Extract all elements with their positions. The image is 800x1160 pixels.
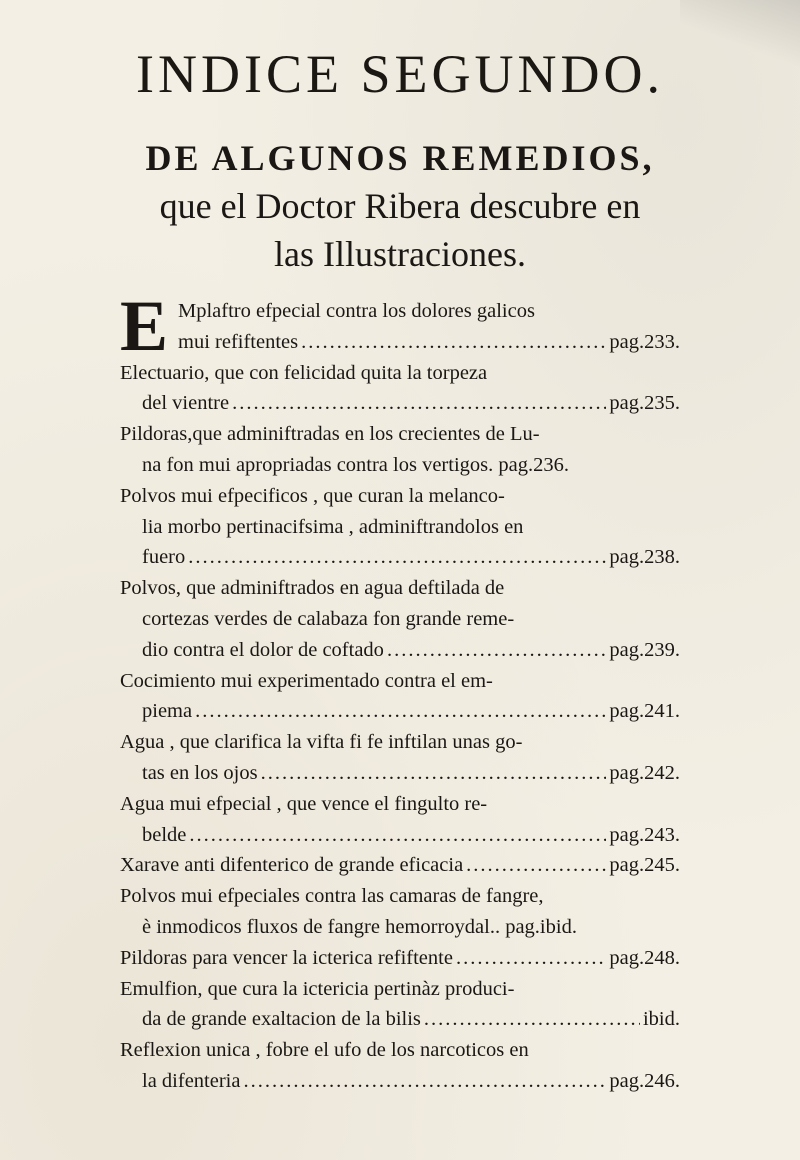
index-entry-line (120, 881, 680, 912)
entry-text: Pildoras,que adminiftradas en los crecientes de Lu- (120, 423, 540, 446)
index-entry-line (120, 573, 680, 604)
index-entry-line (120, 666, 680, 697)
leader-dots (424, 1004, 640, 1035)
entry-text: Polvos mui efpecificos , que curan la melanco- (120, 484, 505, 507)
index-entry-line (120, 388, 680, 419)
leader-dots (232, 388, 606, 419)
entry-text: è inmodicos fluxos de fangre hemorroydal.. pag.ibid. (142, 915, 577, 938)
page-reference: pag.241. (609, 700, 680, 723)
leader-dots (387, 635, 606, 666)
page-reference: pag.248. (609, 946, 680, 969)
index-entry-line (120, 481, 680, 512)
leader-dots (466, 850, 606, 881)
entry-text: Mplaftro efpecial contra los dolores galicos (178, 300, 535, 322)
index-subtitle-line-2: que el Doctor Ribera descubre en (159, 186, 641, 226)
entry-text: Agua mui efpecial , que vence el fingulto re- (120, 792, 488, 815)
index-entry-line (120, 912, 680, 943)
entry-text: Xarave anti difenterico de grande eficacia (120, 854, 464, 877)
index-entry-line (120, 1004, 680, 1035)
index-entry-line (120, 327, 680, 358)
index-entry-line (120, 696, 680, 727)
index-entry-line (120, 820, 680, 851)
entry-text: Emulfion, que cura la ictericia pertinàz produci- (120, 977, 515, 1000)
leader-dots (243, 1066, 606, 1097)
page-reference: pag.246. (609, 1069, 680, 1092)
index-entry-line (120, 1066, 680, 1097)
index-title: INDICE SEGUNDO. (136, 44, 664, 104)
page-reference: pag.242. (609, 761, 680, 784)
page-reference: pag.245. (609, 854, 680, 877)
entry-text: Agua , que clarifica la vifta fi fe inftilan unas go- (120, 731, 523, 754)
index-entry-line (120, 943, 680, 974)
entry-text: cortezas verdes de calabaza fon grande reme- (142, 607, 515, 630)
index-entry-line (120, 850, 680, 881)
entry-text: Pildoras para vencer la icterica refiftente (120, 946, 453, 969)
entry-text: la difenteria (142, 1069, 241, 1092)
drop-cap: E (120, 286, 169, 366)
index-entry-line (120, 974, 680, 1005)
entry-text: na fon mui apropriadas contra los vertigos. pag.236. (142, 453, 569, 476)
index-entry-line (120, 419, 680, 450)
index-subtitle-line-3: las Illustraciones. (274, 234, 526, 274)
entry-text: tas en los ojos (142, 761, 258, 784)
leader-dots (188, 542, 606, 573)
index-entries (120, 286, 680, 1097)
index-entry-line (120, 758, 680, 789)
leader-dots (261, 758, 607, 789)
page-reference: pag.243. (609, 823, 680, 846)
leader-dots (195, 696, 606, 727)
index-entry-line (120, 450, 680, 481)
entry-text: Electuario, que con felicidad quita la torpeza (120, 361, 488, 384)
entry-text: fuero (142, 546, 186, 569)
page-reference: pag.238. (609, 546, 680, 569)
page-reference: pag.233. (609, 330, 680, 353)
entry-text: da de grande exaltacion de la bilis (142, 1008, 421, 1031)
index-entry-line (120, 296, 680, 327)
page-reference: ibid. (642, 1008, 680, 1031)
index-entry-line (120, 727, 680, 758)
index-subtitle: DE ALGUNOS REMEDIOS, (145, 138, 655, 178)
leader-dots (456, 943, 606, 974)
entry-text: Polvos mui efpeciales contra las camaras de fangre, (120, 885, 544, 908)
index-entry-line (120, 358, 680, 389)
entry-text: lia morbo pertinacifsima , adminiftrandolos en (142, 515, 524, 538)
index-entry-line (120, 789, 680, 820)
entry-text: dio contra el dolor de coftado (142, 638, 384, 661)
page-reference: pag.239. (609, 638, 680, 661)
entry-text: Polvos, que adminiftrados en agua deftilada de (120, 577, 505, 600)
entry-text: Reflexion unica , fobre el ufo de los narcoticos en (120, 1039, 529, 1062)
page-reference: pag.235. (609, 392, 680, 415)
index-entry-line (120, 635, 680, 666)
entry-text: piema (142, 700, 193, 723)
entry-text: mui refiftentes (178, 330, 299, 353)
leader-dots (301, 327, 606, 358)
index-entry-line (120, 604, 680, 635)
leader-dots (189, 820, 606, 851)
entry-text: del vientre (142, 392, 230, 415)
entry-text: belde (142, 823, 187, 846)
index-entry-line (120, 542, 680, 573)
entry-text: Cocimiento mui experimentado contra el em- (120, 669, 493, 692)
index-entry-line (120, 512, 680, 543)
index-entry-line (120, 1035, 680, 1066)
